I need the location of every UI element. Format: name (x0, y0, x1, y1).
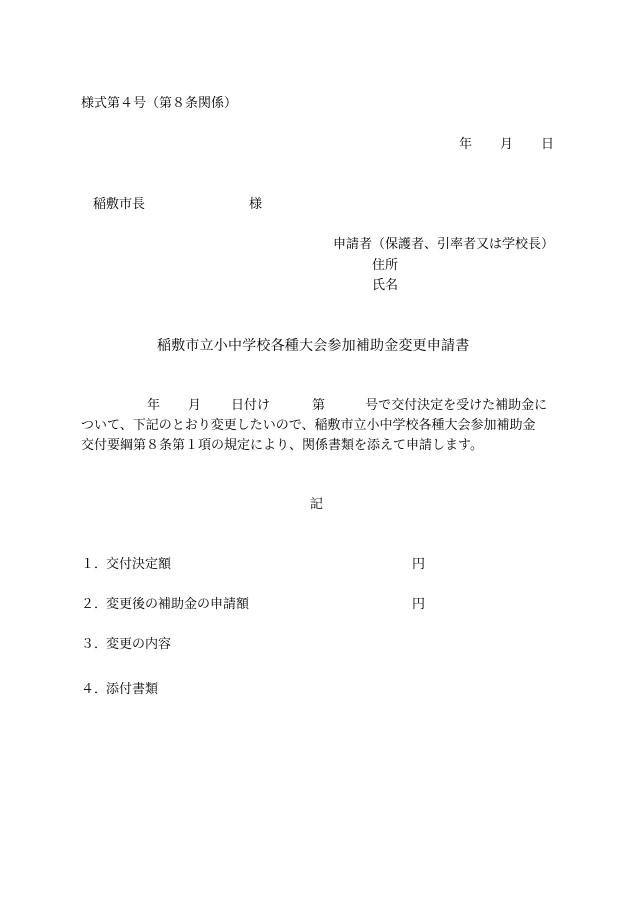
body-line-1-rest: 号で交付決定を受けた補助金に (365, 398, 548, 413)
date-month-label: 月 (500, 137, 514, 152)
applicant-name-label: 氏名 (372, 278, 399, 293)
addressee-honorific: 様 (249, 197, 263, 212)
addressee (93, 196, 262, 214)
body-line-3: 交付要綱第８条第１項の規定により、関係書類を添えて申請します。 (81, 438, 483, 453)
item-unit: 円 (412, 557, 426, 572)
document-title: 稲敷市立小中学校各種大会参加補助金変更申請書 (157, 338, 470, 354)
body-line-2: ついて、下記のとおり変更したいので、稲敷市立小中学校各種大会参加補助金 (81, 418, 536, 433)
list-item (81, 636, 171, 654)
list-item (81, 681, 158, 699)
applicant-address-label: 住所 (372, 258, 399, 273)
date-year-label: 年 (459, 137, 473, 152)
applicant-role: 申請者（保護者、引率者又は学校長） (333, 237, 555, 252)
body-line-1 (81, 397, 547, 415)
list-item (81, 596, 249, 614)
list-item (81, 556, 171, 574)
item-label: 変更の内容 (106, 637, 172, 652)
addressee-name: 稲敷市長 (93, 197, 146, 212)
item-number: １． (81, 557, 108, 572)
body-dai: 第 (312, 398, 326, 413)
item-number: ２． (81, 597, 108, 612)
item-unit: 円 (412, 597, 426, 612)
body-month: 月 (188, 398, 202, 413)
item-label: 添付書類 (106, 682, 159, 697)
form-number: 様式第４号（第８条関係） (81, 96, 238, 111)
item-label: 変更後の補助金の申請額 (106, 597, 250, 612)
body-year: 年 (147, 398, 161, 413)
body-dated: 日付け (231, 398, 271, 413)
date-day-label: 日 (541, 137, 555, 152)
item-label: 交付決定額 (106, 557, 172, 572)
ki-heading: 記 (310, 497, 324, 512)
item-number: ４． (81, 682, 108, 697)
item-number: ３． (81, 637, 108, 652)
date-line (459, 136, 554, 154)
